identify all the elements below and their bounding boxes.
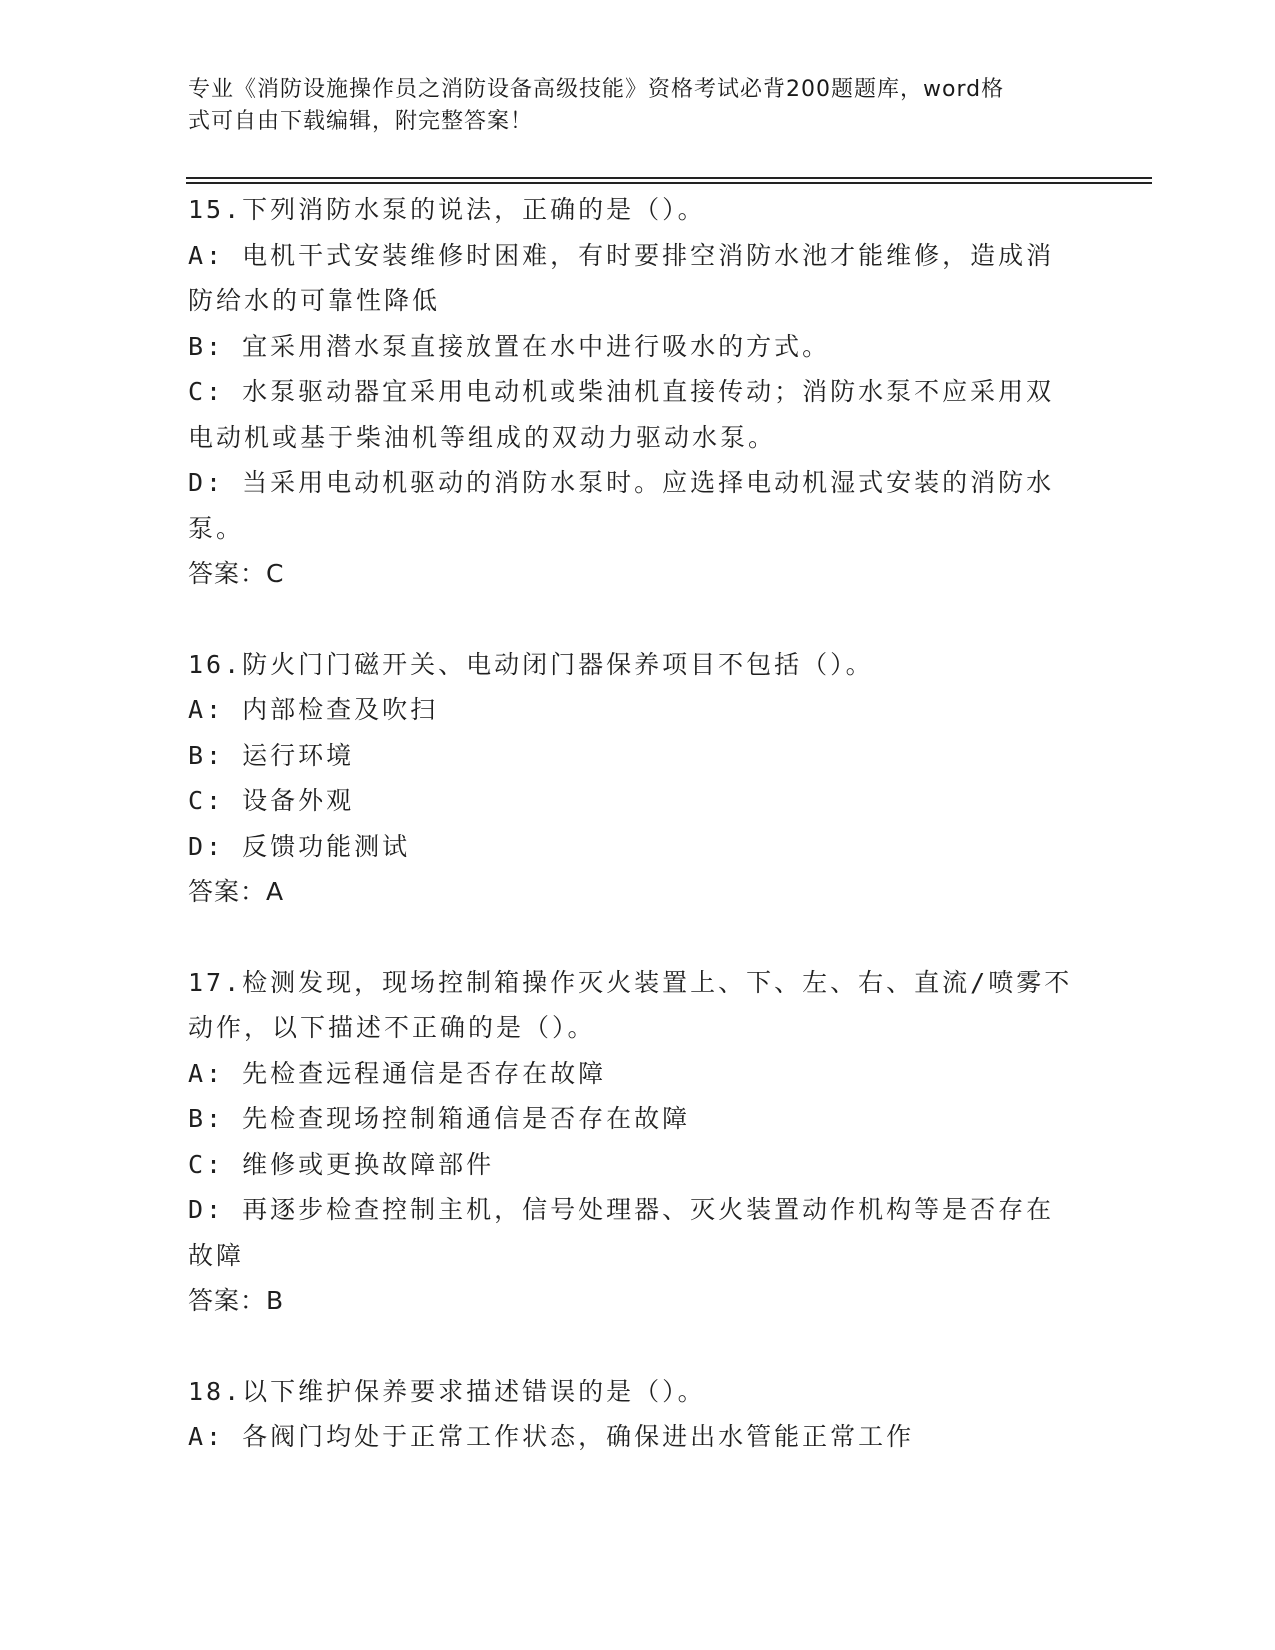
answer-label: 答案：B <box>188 1286 285 1315</box>
option-a: A: 内部检查及吹扫 <box>188 695 439 724</box>
header-divider-bottom <box>186 182 1152 184</box>
option-d: D: 当采用电动机驱动的消防水泵时。应选择电动机湿式安装的消防水泵。 <box>188 468 1055 543</box>
answer-label: 答案：C <box>188 559 285 588</box>
option-c: C: 水泵驱动器宜采用电动机或柴油机直接传动；消防水泵不应采用双电动机或基于柴油机等组成的双动力驱动水泵。 <box>188 377 1055 452</box>
question-17 <box>188 960 1078 1324</box>
question-stem: 16.防火门门磁开关、电动闭门器保养项目不包括（）。 <box>188 649 874 679</box>
option-d: D: 再逐步检查控制主机，信号处理器、灭火装置动作机构等是否存在故障 <box>188 1195 1055 1270</box>
option-c: C: 维修或更换故障部件 <box>188 1149 495 1179</box>
option-b: B: 运行环境 <box>188 740 355 770</box>
question-list <box>188 187 1078 1505</box>
question-stem: 18.以下维护保养要求描述错误的是（）。 <box>188 1376 706 1406</box>
answer-label: 答案：A <box>188 877 285 906</box>
option-c: C: 设备外观 <box>188 786 355 815</box>
document-header <box>188 74 1068 138</box>
option-b: B: 宜采用潜水泵直接放置在水中进行吸水的方式。 <box>188 331 831 361</box>
option-a: A: 各阀门均处于正常工作状态，确保进出水管能正常工作 <box>188 1422 915 1451</box>
option-a: A: 电机干式安装维修时困难，有时要排空消防水池才能维修，造成消防给水的可靠性降低 <box>188 240 1055 315</box>
question-15 <box>188 187 1078 597</box>
option-a: A: 先检查远程通信是否存在故障 <box>188 1058 607 1088</box>
header-line-2: 式可自由下载编辑，附完整答案！ <box>188 109 534 134</box>
question-18 <box>188 1369 1078 1460</box>
question-stem: 15.下列消防水泵的说法，正确的是（）。 <box>188 195 706 224</box>
option-b: B: 先检查现场控制箱通信是否存在故障 <box>188 1104 691 1133</box>
option-d: D: 反馈功能测试 <box>188 831 411 861</box>
question-stem: 17.检测发现，现场控制箱操作灭火装置上、下、左、右、直流/喷雾不动作，以下描述不正确的是（）。 <box>188 967 1073 1042</box>
question-16 <box>188 642 1078 915</box>
header-divider-top <box>186 177 1152 179</box>
header-line-1: 专业《消防设施操作员之消防设备高级技能》资格考试必背200题题库，word格 <box>188 77 1005 102</box>
